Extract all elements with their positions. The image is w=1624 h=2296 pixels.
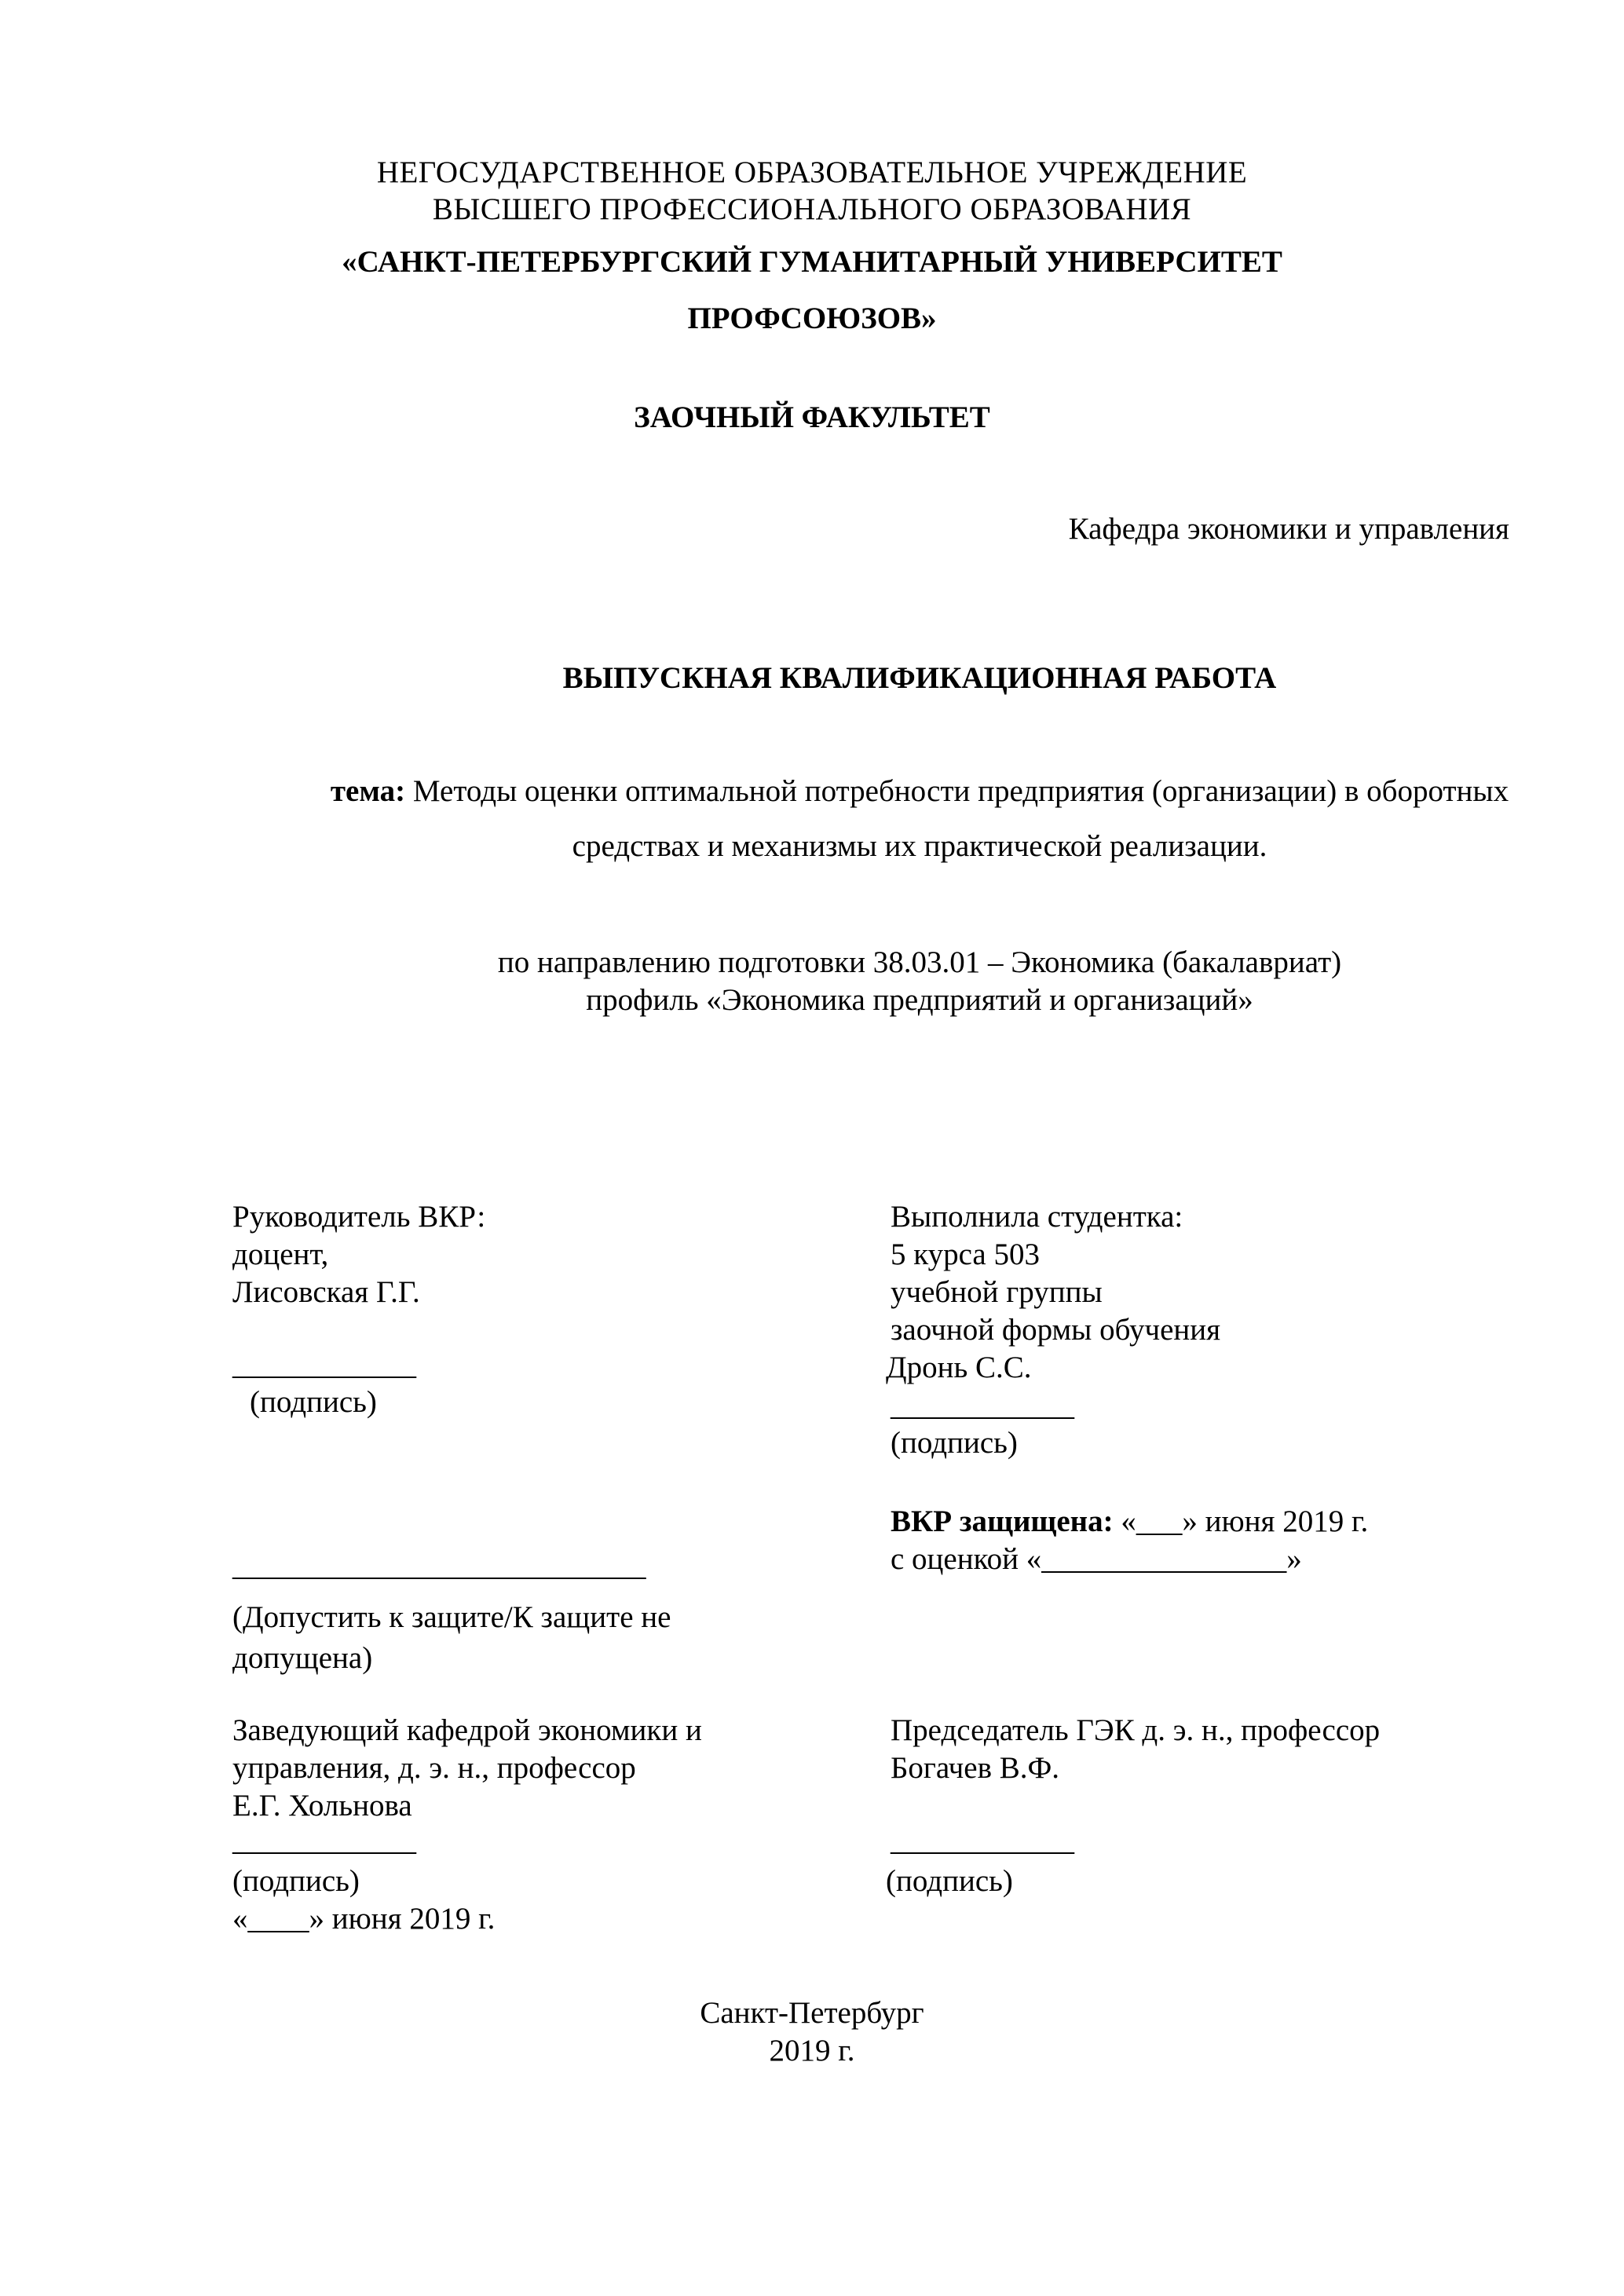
header-line-2: ВЫСШЕГО ПРОФЕССИОНАЛЬНОГО ОБРАЗОВАНИЯ <box>432 192 1192 226</box>
student-form: заочной формы обучения <box>891 1313 1221 1347</box>
head-sign-caption: (подпись) <box>232 1864 360 1898</box>
supervisor-sign-line: ____________ <box>232 1347 416 1381</box>
chairman-sign-caption: (подпись) <box>886 1864 1013 1898</box>
defense-label: ВКР защищена: <box>891 1504 1114 1538</box>
student-course: 5 курса 503 <box>891 1238 1040 1271</box>
supervisor-name: Лисовская Г.Г. <box>232 1275 420 1309</box>
header-line-1: НЕГОСУДАРСТВЕННОЕ ОБРАЗОВАТЕЛЬНОЕ УЧРЕЖДЕНИЕ <box>376 155 1248 189</box>
chairman-name: Богачев В.Ф. <box>891 1751 1060 1785</box>
head-line-1: Заведующий кафедрой экономики и <box>232 1713 702 1747</box>
chairman-line-1: Председатель ГЭК д. э. н., профессор <box>891 1713 1381 1747</box>
supervisor-position: доцент, <box>232 1238 329 1271</box>
department-name: Кафедра экономики и управления <box>1068 512 1509 546</box>
defense-date: «___» июня 2019 г. <box>1113 1504 1369 1538</box>
university-name-line-2: ПРОФСОЮЗОВ» <box>687 302 937 335</box>
head-date: «____» июня 2019 г. <box>232 1902 496 1936</box>
defense-grade: с оценкой «________________» <box>891 1542 1302 1576</box>
profile-line: профиль «Экономика предприятий и организаций» <box>586 983 1253 1017</box>
topic-line-1 <box>157 773 1624 811</box>
student-name: Дронь С.С. <box>886 1351 1032 1384</box>
supervisor-sign-caption: (подпись) <box>250 1385 377 1419</box>
footer-year: 2019 г. <box>769 2034 855 2067</box>
admission-sign-line: ___________________________ <box>232 1548 646 1582</box>
footer-city: Санкт-Петербург <box>700 1996 924 2030</box>
head-sign-line: ____________ <box>232 1823 416 1857</box>
work-title: ВЫПУСКНАЯ КВАЛИФИКАЦИОННАЯ РАБОТА <box>562 661 1277 695</box>
defense-line <box>891 1503 1368 1541</box>
supervisor-label: Руководитель ВКР: <box>232 1200 486 1234</box>
student-label: Выполнила студентка: <box>891 1200 1183 1234</box>
head-name: Е.Г. Хольнова <box>232 1789 412 1823</box>
head-line-2: управления, д. э. н., профессор <box>232 1751 636 1785</box>
topic-line-2: средствах и механизмы их практической реализации. <box>572 829 1267 863</box>
topic-label: тема: <box>330 774 406 808</box>
student-group: учебной группы <box>891 1275 1103 1309</box>
topic-text-1: Методы оценки оптимальной потребности предприятия (организации) в оборотных <box>405 774 1509 808</box>
student-sign-line: ____________ <box>891 1388 1074 1422</box>
student-sign-caption: (подпись) <box>891 1426 1018 1460</box>
chairman-sign-line: ____________ <box>891 1823 1074 1857</box>
admission-text-2: допущена) <box>232 1641 373 1675</box>
admission-text-1: (Допустить к защите/К защите не <box>232 1600 671 1634</box>
direction-line: по направлению подготовки 38.03.01 – Экономика (бакалавриат) <box>497 945 1342 979</box>
university-name-line-1: «САНКТ-ПЕТЕРБУРГСКИЙ ГУМАНИТАРНЫЙ УНИВЕРСИТЕТ <box>342 245 1282 279</box>
faculty-title: ЗАОЧНЫЙ ФАКУЛЬТЕТ <box>634 400 990 434</box>
